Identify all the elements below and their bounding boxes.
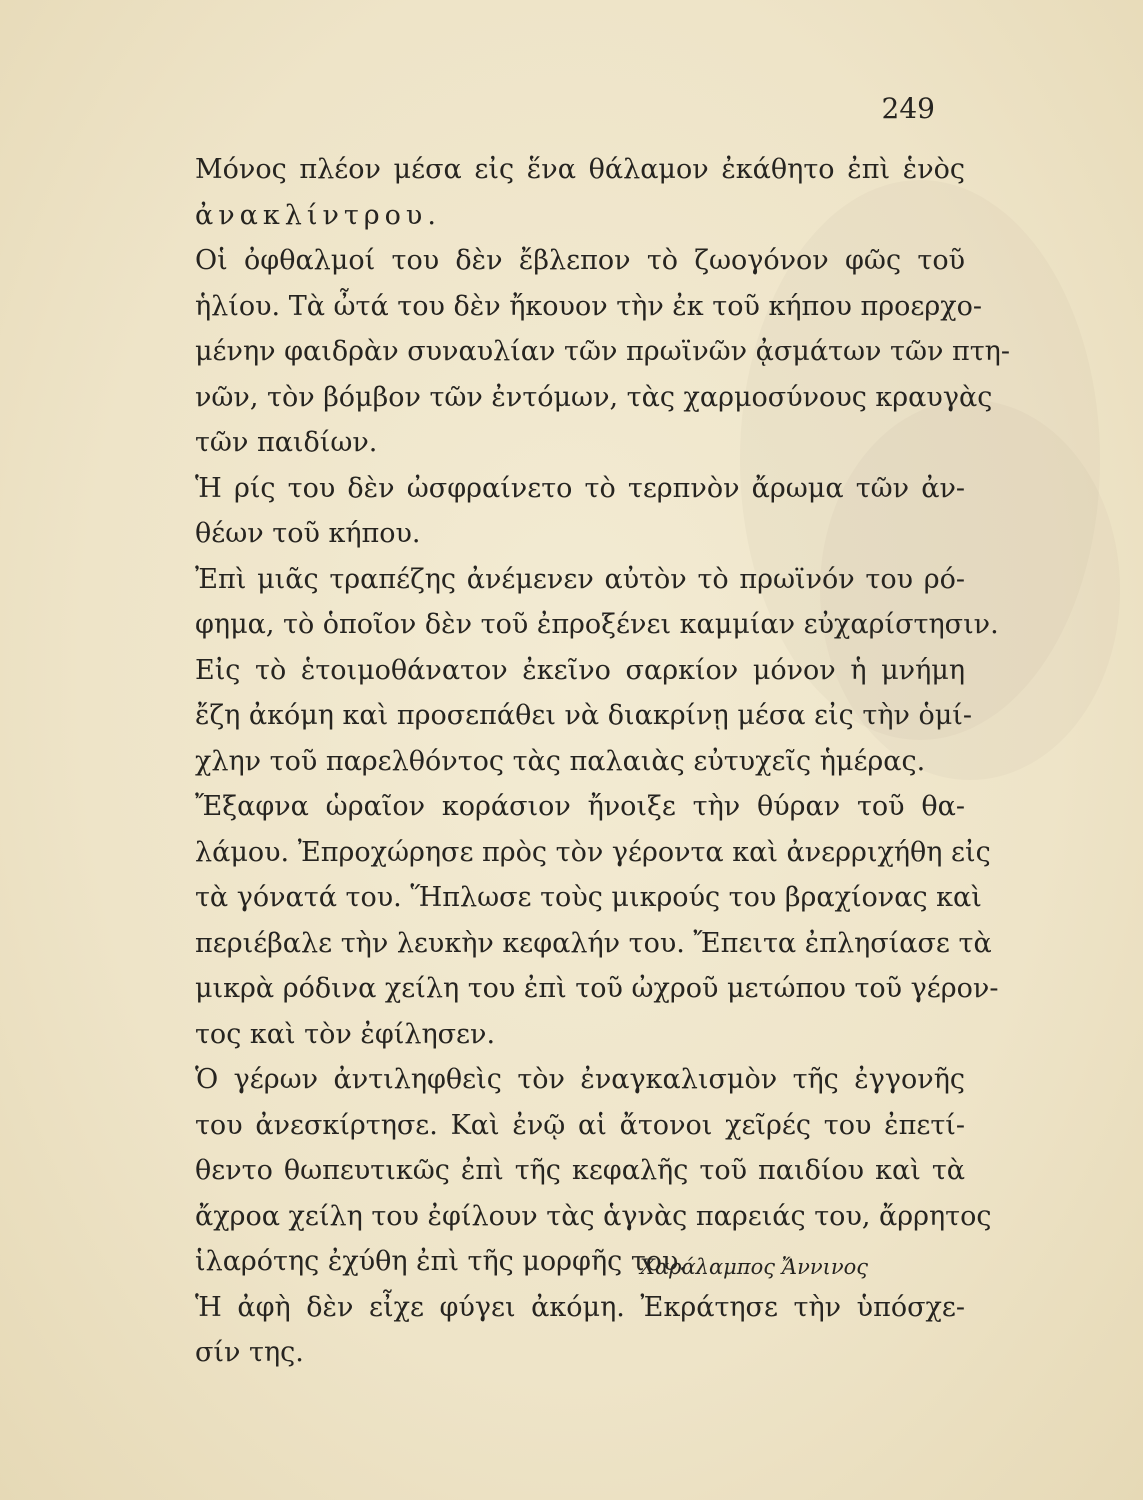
text-line: Ἔξαφνα ὡραῖον κοράσιον ἤνοιξε τὴν θύραν τοῦ θα-: [195, 791, 965, 822]
paragraph: [120, 1285, 965, 1376]
text-line: Οἱ ὀφθαλμοί του δὲν ἔβλεπον τὸ ζωογόνον φῶς τοῦ: [195, 245, 965, 276]
text-line: νῶν, τὸν βόμβον τῶν ἐντόμων, τὰς χαρμοσύνους κραυγὰς: [195, 381, 993, 413]
text-line: ἀνακλίντρου.: [195, 199, 441, 231]
text-line: περιέβαλε τὴν λευκὴν κεφαλήν του. Ἔπειτα ἐπλησίασε τὰ: [195, 927, 992, 959]
text-line: μικρὰ ρόδινα χείλη του ἐπὶ τοῦ ὠχροῦ μετώπου τοῦ γέρον-: [195, 973, 999, 1004]
text-line: ἱλαρότης ἐχύθη ἐπὶ τῆς μορφῆς του.: [195, 1246, 688, 1277]
text-line: θεντο θωπευτικῶς ἐπὶ τῆς κεφαλῆς τοῦ παιδίου καὶ τὰ: [195, 1155, 965, 1186]
text-line: ἄχροα χείλη του ἐφίλουν τὰς ἁγνὰς παρειάς του, ἄρρητος: [195, 1200, 992, 1232]
paragraph: [120, 648, 973, 785]
text-line: Εἰς τὸ ἑτοιμοθάνατον ἐκεῖνο σαρκίον μόνον ἡ μνήμη: [195, 654, 965, 686]
text-line: μένην φαιδρὰν συναυλίαν τῶν πρωϊνῶν ᾀσμάτων τῶν πτη-: [195, 336, 1010, 367]
paragraph: [120, 784, 999, 1057]
paragraph: [120, 557, 999, 648]
text-line: τὰ γόνατά του. Ἥπλωσε τοὺς μικρούς του βραχίονας καὶ: [195, 882, 982, 913]
text-line: Ἡ ρίς του δὲν ὠσφραίνετο τὸ τερπνὸν ἄρωμα τῶν ἀν-: [195, 472, 965, 504]
body-text: [120, 147, 1010, 1376]
text-line: Ὁ γέρων ἀντιληφθεὶς τὸν ἐναγκαλισμὸν τῆς ἐγγονῆς: [195, 1064, 965, 1095]
text-line: του ἀνεσκίρτησε. Καὶ ἐνῷ αἱ ἄτονοι χεῖρές του ἐπετί-: [195, 1109, 965, 1141]
text-line: τῶν παιδίων.: [195, 427, 378, 458]
text-line: λάμου. Ἐπροχώρησε πρὸς τὸν γέροντα καὶ ἀνερριχήθη εἰς: [195, 836, 991, 868]
text-line: Μόνος πλέον μέσα εἰς ἕνα θάλαμον ἐκάθητο ἐπὶ ἑνὸς: [195, 154, 965, 185]
page-number: 249: [881, 92, 935, 125]
paragraph: [120, 1057, 992, 1285]
text-line: ἡλίου. Τὰ ὦτά του δὲν ἤκουον τὴν ἐκ τοῦ κήπου προερχο-: [195, 290, 982, 322]
text-line: Ἡ ἀφὴ δὲν εἶχε φύγει ἀκόμη. Ἐκράτησε τὴν ὑπόσχε-: [195, 1291, 965, 1323]
text-line: φημα, τὸ ὁποῖον δὲν τοῦ ἐπροξένει καμμίαν εὐχαρίστησιν.: [195, 609, 999, 640]
paragraph: [120, 147, 965, 238]
text-line: σίν της.: [195, 1337, 304, 1368]
text-line: Ἐπὶ μιᾶς τραπέζης ἀνέμενεν αὐτὸν τὸ πρωϊνόν του ρό-: [195, 563, 965, 595]
text-line: χλην τοῦ παρελθόντος τὰς παλαιὰς εὐτυχεῖς ἡμέρας.: [195, 745, 926, 777]
text-line: θέων τοῦ κήπου.: [195, 518, 421, 549]
paragraph: [120, 466, 965, 557]
paragraph: [120, 238, 1010, 466]
author-signature: Χαράλαμπος Ἄννινος: [640, 1255, 869, 1279]
text-line: τος καὶ τὸν ἐφίλησεν.: [195, 1018, 496, 1050]
text-line: ἔζη ἀκόμη καὶ προσεπάθει νὰ διακρίνῃ μέσα εἰς τὴν ὁμί-: [195, 700, 973, 731]
